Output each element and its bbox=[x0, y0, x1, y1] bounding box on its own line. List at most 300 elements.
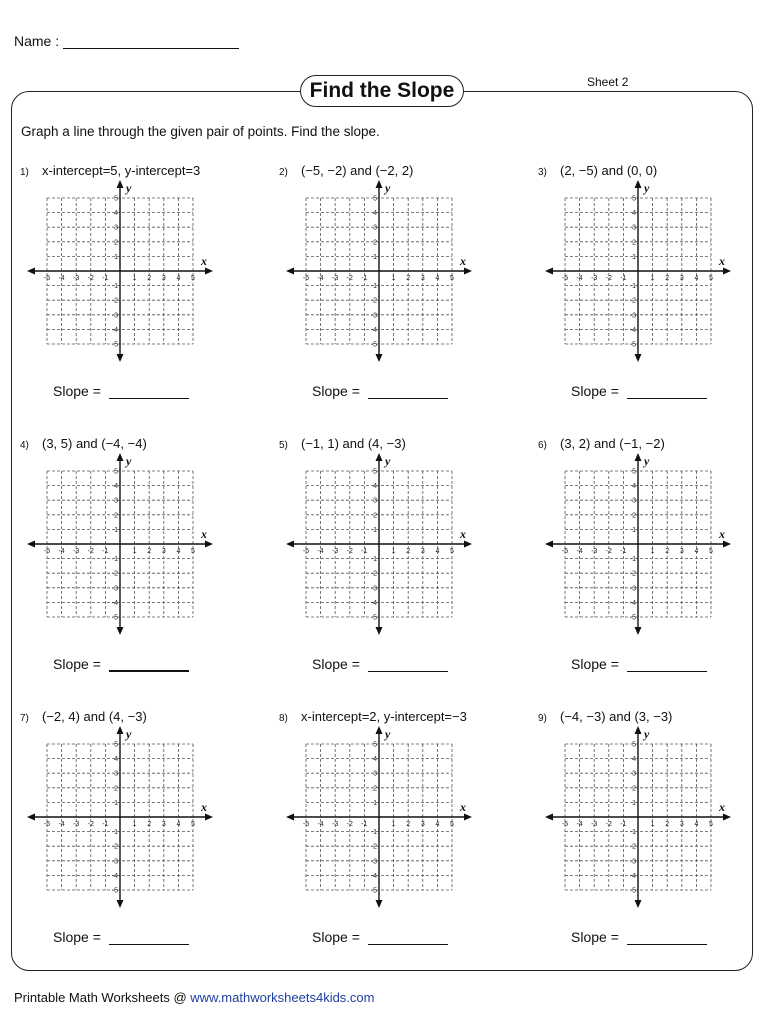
y-tick-label: -2 bbox=[629, 297, 636, 305]
x-tick-label: 4 bbox=[694, 821, 699, 828]
y-tick-label: 2 bbox=[114, 512, 118, 520]
x-axis-left-arrow-icon bbox=[286, 814, 294, 821]
x-tick-label: 5 bbox=[709, 548, 713, 555]
x-tick-label: -2 bbox=[87, 821, 94, 828]
x-tick-label: 4 bbox=[435, 548, 440, 555]
y-tick-label: -2 bbox=[629, 843, 636, 851]
x-tick-label: -2 bbox=[87, 548, 94, 555]
x-tick-label: 1 bbox=[391, 275, 396, 282]
x-tick-label: 1 bbox=[650, 821, 655, 828]
y-tick-label: 1 bbox=[114, 253, 118, 261]
x-tick-label: 4 bbox=[694, 548, 699, 555]
x-tick-label: -3 bbox=[332, 821, 339, 828]
y-tick-label: -2 bbox=[629, 570, 636, 578]
coordinate-grid[interactable] bbox=[20, 729, 220, 914]
y-tick-label: -1 bbox=[370, 556, 377, 564]
slope-answer-blank[interactable] bbox=[109, 930, 189, 945]
x-tick-label: -3 bbox=[591, 275, 598, 282]
problem-heading bbox=[279, 436, 406, 451]
coordinate-grid[interactable] bbox=[20, 456, 220, 641]
y-tick-label: 3 bbox=[632, 770, 636, 778]
x-tick-label: 2 bbox=[406, 275, 411, 282]
x-axis-label: x bbox=[201, 254, 207, 268]
slope-answer-row bbox=[312, 383, 448, 399]
y-tick-label: 4 bbox=[373, 483, 377, 491]
y-tick-label: 4 bbox=[114, 756, 118, 764]
y-tick-label: -4 bbox=[629, 326, 636, 334]
x-tick-label: -2 bbox=[346, 548, 353, 555]
x-tick-label: -5 bbox=[43, 821, 51, 828]
y-tick-label: -4 bbox=[370, 872, 377, 880]
y-tick-label: 2 bbox=[373, 785, 377, 793]
x-tick-label: -1 bbox=[620, 548, 627, 555]
y-tick-label: 2 bbox=[114, 785, 118, 793]
y-tick-label: -4 bbox=[111, 599, 118, 607]
problem-number: 3) bbox=[538, 167, 547, 178]
coordinate-grid[interactable] bbox=[279, 729, 479, 914]
y-tick-label: -3 bbox=[111, 585, 118, 593]
y-tick-label: -2 bbox=[111, 297, 118, 305]
y-tick-label: -3 bbox=[629, 585, 636, 593]
x-axis-right-arrow-icon bbox=[464, 814, 472, 821]
slope-answer-blank[interactable] bbox=[627, 384, 707, 399]
y-tick-label: 5 bbox=[373, 195, 377, 203]
x-tick-label: -5 bbox=[43, 548, 51, 555]
y-tick-label: -2 bbox=[111, 843, 118, 851]
x-tick-label: -1 bbox=[102, 821, 109, 828]
x-axis-label: x bbox=[201, 800, 207, 814]
y-tick-label: 4 bbox=[632, 210, 636, 218]
problem-9 bbox=[538, 709, 768, 959]
x-tick-label: 1 bbox=[132, 275, 137, 282]
y-axis-up-arrow-icon bbox=[376, 180, 383, 188]
slope-answer-row bbox=[53, 656, 189, 672]
problem-number: 1) bbox=[20, 167, 29, 178]
y-tick-label: 5 bbox=[114, 468, 118, 476]
footer-link[interactable]: www.mathworksheets4kids.com bbox=[190, 990, 375, 1005]
x-tick-label: 1 bbox=[650, 548, 655, 555]
y-tick-label: 1 bbox=[373, 253, 377, 261]
y-tick-label: -5 bbox=[111, 887, 118, 895]
x-tick-label: 1 bbox=[391, 821, 396, 828]
y-axis-down-arrow-icon bbox=[635, 354, 642, 362]
name-label: Name : bbox=[14, 33, 60, 49]
x-tick-label: -5 bbox=[561, 275, 569, 282]
coordinate-grid[interactable] bbox=[538, 456, 738, 641]
y-tick-label: 5 bbox=[632, 741, 636, 749]
problem-heading bbox=[20, 709, 147, 724]
x-axis-right-arrow-icon bbox=[723, 541, 731, 548]
x-axis-right-arrow-icon bbox=[205, 268, 213, 275]
x-axis-right-arrow-icon bbox=[723, 268, 731, 275]
y-tick-label: -3 bbox=[629, 858, 636, 866]
name-field-row bbox=[14, 33, 239, 49]
slope-answer-row bbox=[571, 929, 707, 945]
x-axis-right-arrow-icon bbox=[205, 541, 213, 548]
x-axis-left-arrow-icon bbox=[27, 268, 35, 275]
x-tick-label: -5 bbox=[561, 821, 569, 828]
slope-answer-blank[interactable] bbox=[627, 930, 707, 945]
problem-heading bbox=[538, 709, 672, 724]
x-tick-label: -5 bbox=[561, 548, 569, 555]
problem-5 bbox=[279, 436, 519, 686]
x-axis-right-arrow-icon bbox=[205, 814, 213, 821]
y-tick-label: -4 bbox=[111, 326, 118, 334]
y-axis-up-arrow-icon bbox=[635, 180, 642, 188]
x-tick-label: 2 bbox=[406, 821, 411, 828]
y-tick-label: 2 bbox=[632, 239, 636, 247]
y-axis-up-arrow-icon bbox=[117, 180, 124, 188]
x-tick-label: 3 bbox=[679, 548, 684, 555]
y-axis-label: y bbox=[126, 181, 132, 195]
y-tick-label: 3 bbox=[373, 497, 377, 505]
y-tick-label: -3 bbox=[629, 312, 636, 320]
x-tick-label: 3 bbox=[161, 821, 166, 828]
y-tick-label: 3 bbox=[114, 224, 118, 232]
x-tick-label: 1 bbox=[391, 548, 396, 555]
slope-label: Slope = bbox=[571, 656, 619, 672]
x-tick-label: -5 bbox=[302, 548, 310, 555]
y-axis-up-arrow-icon bbox=[117, 453, 124, 461]
y-axis-down-arrow-icon bbox=[117, 627, 124, 635]
y-tick-label: 4 bbox=[114, 483, 118, 491]
y-tick-label: 2 bbox=[632, 512, 636, 520]
problem-number: 9) bbox=[538, 713, 547, 724]
x-tick-label: -2 bbox=[605, 275, 612, 282]
y-tick-label: -2 bbox=[111, 570, 118, 578]
problem-text: (−5, −2) and (−2, 2) bbox=[301, 163, 414, 178]
x-tick-label: -5 bbox=[302, 275, 310, 282]
y-tick-label: -5 bbox=[629, 614, 636, 622]
problem-number: 2) bbox=[279, 167, 288, 178]
slope-answer-row bbox=[571, 383, 707, 399]
x-tick-label: 1 bbox=[132, 548, 137, 555]
x-axis-left-arrow-icon bbox=[286, 541, 294, 548]
y-tick-label: 3 bbox=[114, 770, 118, 778]
problem-heading bbox=[279, 709, 467, 724]
y-tick-label: -1 bbox=[370, 829, 377, 837]
problem-text: (3, 2) and (−1, −2) bbox=[560, 436, 665, 451]
y-tick-label: 5 bbox=[373, 468, 377, 476]
x-tick-label: -1 bbox=[102, 275, 109, 282]
y-tick-label: 1 bbox=[632, 253, 636, 261]
slope-label: Slope = bbox=[312, 929, 360, 945]
x-tick-label: 2 bbox=[147, 548, 152, 555]
problem-number: 4) bbox=[20, 440, 29, 451]
y-axis-label: y bbox=[126, 727, 132, 741]
y-tick-label: -1 bbox=[111, 283, 118, 291]
slope-answer-blank[interactable] bbox=[109, 384, 189, 399]
y-axis-label: y bbox=[385, 727, 391, 741]
y-tick-label: 3 bbox=[632, 497, 636, 505]
x-tick-label: -1 bbox=[361, 548, 368, 555]
y-tick-label: -3 bbox=[111, 312, 118, 320]
y-axis-label: y bbox=[385, 181, 391, 195]
problem-text: (2, −5) and (0, 0) bbox=[560, 163, 658, 178]
coordinate-grid[interactable] bbox=[538, 729, 738, 914]
x-axis-label: x bbox=[460, 800, 466, 814]
y-tick-label: 3 bbox=[632, 224, 636, 232]
y-tick-label: -3 bbox=[370, 312, 377, 320]
y-tick-label: -4 bbox=[629, 599, 636, 607]
y-axis-down-arrow-icon bbox=[117, 900, 124, 908]
x-tick-label: 3 bbox=[161, 548, 166, 555]
x-tick-label: 3 bbox=[679, 821, 684, 828]
y-tick-label: -5 bbox=[111, 614, 118, 622]
y-tick-label: -3 bbox=[111, 858, 118, 866]
x-axis-left-arrow-icon bbox=[286, 268, 294, 275]
slope-label: Slope = bbox=[571, 383, 619, 399]
y-axis-up-arrow-icon bbox=[376, 726, 383, 734]
y-axis-down-arrow-icon bbox=[376, 627, 383, 635]
y-tick-label: -1 bbox=[629, 283, 636, 291]
y-tick-label: 4 bbox=[373, 756, 377, 764]
problem-text: (−4, −3) and (3, −3) bbox=[560, 709, 673, 724]
x-tick-label: -5 bbox=[43, 275, 51, 282]
problem-number: 8) bbox=[279, 713, 288, 724]
coordinate-grid[interactable] bbox=[20, 183, 220, 368]
slope-answer-blank[interactable] bbox=[368, 930, 448, 945]
y-axis-up-arrow-icon bbox=[635, 726, 642, 734]
x-tick-label: 5 bbox=[709, 821, 713, 828]
problem-heading bbox=[20, 163, 200, 178]
y-axis-label: y bbox=[644, 727, 650, 741]
y-tick-label: 2 bbox=[632, 785, 636, 793]
x-axis-left-arrow-icon bbox=[545, 814, 553, 821]
y-axis-label: y bbox=[385, 454, 391, 468]
x-tick-label: -4 bbox=[317, 548, 324, 555]
y-tick-label: -5 bbox=[370, 887, 377, 895]
x-tick-label: -2 bbox=[87, 275, 94, 282]
slope-answer-row bbox=[312, 929, 448, 945]
x-tick-label: 4 bbox=[694, 275, 699, 282]
x-tick-label: 5 bbox=[709, 275, 713, 282]
x-tick-label: -4 bbox=[317, 821, 324, 828]
slope-label: Slope = bbox=[53, 929, 101, 945]
x-tick-label: 2 bbox=[665, 821, 670, 828]
x-tick-label: -4 bbox=[58, 275, 65, 282]
y-tick-label: -3 bbox=[370, 858, 377, 866]
y-tick-label: 5 bbox=[373, 741, 377, 749]
coordinate-grid[interactable] bbox=[538, 183, 738, 368]
y-tick-label: 1 bbox=[114, 526, 118, 534]
x-axis-left-arrow-icon bbox=[545, 268, 553, 275]
x-tick-label: -3 bbox=[73, 821, 80, 828]
y-tick-label: -2 bbox=[370, 297, 377, 305]
slope-answer-row bbox=[53, 383, 189, 399]
x-tick-label: -3 bbox=[73, 548, 80, 555]
slope-answer-row bbox=[53, 929, 189, 945]
problem-number: 6) bbox=[538, 440, 547, 451]
y-axis-down-arrow-icon bbox=[635, 627, 642, 635]
x-tick-label: 3 bbox=[420, 548, 425, 555]
slope-answer-blank[interactable] bbox=[368, 657, 448, 672]
x-tick-label: -4 bbox=[317, 275, 324, 282]
y-tick-label: 5 bbox=[632, 195, 636, 203]
y-axis-down-arrow-icon bbox=[376, 900, 383, 908]
problem-text: x-intercept=5, y-intercept=3 bbox=[42, 163, 201, 178]
problem-heading bbox=[279, 163, 413, 178]
x-tick-label: -4 bbox=[576, 548, 583, 555]
problem-text: (−2, 4) and (4, −3) bbox=[42, 709, 147, 724]
slope-answer-blank[interactable] bbox=[109, 656, 189, 672]
slope-label: Slope = bbox=[571, 929, 619, 945]
y-axis-up-arrow-icon bbox=[117, 726, 124, 734]
x-tick-label: 2 bbox=[406, 548, 411, 555]
x-axis-label: x bbox=[460, 527, 466, 541]
y-tick-label: 3 bbox=[373, 224, 377, 232]
problem-heading bbox=[20, 436, 147, 451]
footer bbox=[14, 990, 374, 1005]
x-axis-label: x bbox=[719, 527, 725, 541]
x-tick-label: 3 bbox=[679, 275, 684, 282]
x-tick-label: -4 bbox=[576, 275, 583, 282]
x-tick-label: 4 bbox=[176, 548, 181, 555]
x-axis-left-arrow-icon bbox=[545, 541, 553, 548]
x-tick-label: -2 bbox=[605, 821, 612, 828]
x-tick-label: -5 bbox=[302, 821, 310, 828]
x-axis-right-arrow-icon bbox=[723, 814, 731, 821]
x-tick-label: 4 bbox=[176, 821, 181, 828]
y-tick-label: -5 bbox=[370, 341, 377, 349]
x-tick-label: 4 bbox=[176, 275, 181, 282]
y-tick-label: 5 bbox=[114, 741, 118, 749]
x-axis-label: x bbox=[719, 254, 725, 268]
y-tick-label: -1 bbox=[629, 829, 636, 837]
problem-4 bbox=[20, 436, 260, 686]
problem-1 bbox=[20, 163, 260, 413]
problem-text: (−1, 1) and (4, −3) bbox=[301, 436, 406, 451]
x-tick-label: -1 bbox=[102, 548, 109, 555]
x-tick-label: 2 bbox=[147, 275, 152, 282]
problem-6 bbox=[538, 436, 768, 686]
slope-label: Slope = bbox=[312, 383, 360, 399]
x-tick-label: 3 bbox=[161, 275, 166, 282]
y-tick-label: 4 bbox=[632, 483, 636, 491]
y-tick-label: 2 bbox=[114, 239, 118, 247]
coordinate-grid[interactable] bbox=[279, 183, 479, 368]
x-tick-label: 5 bbox=[450, 548, 454, 555]
x-axis-label: x bbox=[460, 254, 466, 268]
problem-heading bbox=[538, 163, 657, 178]
y-tick-label: -1 bbox=[111, 556, 118, 564]
x-tick-label: 3 bbox=[420, 275, 425, 282]
y-tick-label: 2 bbox=[373, 239, 377, 247]
y-tick-label: -4 bbox=[629, 872, 636, 880]
y-tick-label: 3 bbox=[114, 497, 118, 505]
y-tick-label: 5 bbox=[114, 195, 118, 203]
problem-3 bbox=[538, 163, 768, 413]
y-tick-label: -1 bbox=[370, 283, 377, 291]
x-tick-label: -3 bbox=[332, 275, 339, 282]
y-tick-label: -5 bbox=[111, 341, 118, 349]
y-tick-label: 5 bbox=[632, 468, 636, 476]
worksheet-title: Find the Slope bbox=[300, 75, 464, 107]
x-axis-label: x bbox=[201, 527, 207, 541]
x-tick-label: 4 bbox=[435, 821, 440, 828]
slope-label: Slope = bbox=[53, 656, 101, 672]
x-tick-label: 1 bbox=[650, 275, 655, 282]
problem-text: (3, 5) and (−4, −4) bbox=[42, 436, 147, 451]
name-blank[interactable] bbox=[63, 33, 239, 49]
problem-8 bbox=[279, 709, 519, 959]
slope-label: Slope = bbox=[312, 656, 360, 672]
y-axis-label: y bbox=[644, 181, 650, 195]
x-tick-label: -4 bbox=[576, 821, 583, 828]
x-tick-label: -1 bbox=[361, 275, 368, 282]
x-tick-label: -1 bbox=[361, 821, 368, 828]
y-axis-down-arrow-icon bbox=[635, 900, 642, 908]
y-tick-label: 2 bbox=[373, 512, 377, 520]
problem-number: 7) bbox=[20, 713, 29, 724]
x-tick-label: -1 bbox=[620, 275, 627, 282]
y-tick-label: 1 bbox=[632, 526, 636, 534]
x-axis-label: x bbox=[719, 800, 725, 814]
y-tick-label: 3 bbox=[373, 770, 377, 778]
y-axis-down-arrow-icon bbox=[117, 354, 124, 362]
x-axis-right-arrow-icon bbox=[464, 541, 472, 548]
x-tick-label: -3 bbox=[591, 548, 598, 555]
problem-heading bbox=[538, 436, 665, 451]
slope-answer-blank[interactable] bbox=[627, 657, 707, 672]
y-axis-label: y bbox=[644, 454, 650, 468]
x-axis-left-arrow-icon bbox=[27, 814, 35, 821]
x-tick-label: 5 bbox=[191, 275, 195, 282]
slope-answer-row bbox=[571, 656, 707, 672]
x-tick-label: 5 bbox=[191, 548, 195, 555]
x-tick-label: -3 bbox=[591, 821, 598, 828]
x-tick-label: -2 bbox=[346, 821, 353, 828]
x-tick-label: 2 bbox=[147, 821, 152, 828]
y-tick-label: 4 bbox=[632, 756, 636, 764]
x-tick-label: -1 bbox=[620, 821, 627, 828]
y-tick-label: -4 bbox=[370, 326, 377, 334]
y-axis-label: y bbox=[126, 454, 132, 468]
y-axis-down-arrow-icon bbox=[376, 354, 383, 362]
x-tick-label: -2 bbox=[605, 548, 612, 555]
x-tick-label: 5 bbox=[191, 821, 195, 828]
y-tick-label: -2 bbox=[370, 570, 377, 578]
sheet-number: Sheet 2 bbox=[587, 75, 629, 89]
slope-answer-blank[interactable] bbox=[368, 384, 448, 399]
y-tick-label: -5 bbox=[370, 614, 377, 622]
x-tick-label: -3 bbox=[332, 548, 339, 555]
y-tick-label: 4 bbox=[373, 210, 377, 218]
problem-7 bbox=[20, 709, 260, 959]
x-tick-label: 1 bbox=[132, 821, 137, 828]
problem-2 bbox=[279, 163, 519, 413]
x-tick-label: -2 bbox=[346, 275, 353, 282]
x-axis-right-arrow-icon bbox=[464, 268, 472, 275]
y-tick-label: 1 bbox=[373, 526, 377, 534]
slope-answer-row bbox=[312, 656, 448, 672]
y-tick-label: -1 bbox=[629, 556, 636, 564]
y-axis-up-arrow-icon bbox=[635, 453, 642, 461]
y-tick-label: -5 bbox=[629, 887, 636, 895]
y-tick-label: -5 bbox=[629, 341, 636, 349]
y-tick-label: -2 bbox=[370, 843, 377, 851]
x-tick-label: 2 bbox=[665, 275, 670, 282]
y-tick-label: -4 bbox=[370, 599, 377, 607]
problem-number: 5) bbox=[279, 440, 288, 451]
x-tick-label: 2 bbox=[665, 548, 670, 555]
problem-text: x-intercept=2, y-intercept=−3 bbox=[301, 709, 467, 724]
coordinate-grid[interactable] bbox=[279, 456, 479, 641]
x-tick-label: 5 bbox=[450, 821, 454, 828]
x-tick-label: -3 bbox=[73, 275, 80, 282]
y-tick-label: -1 bbox=[111, 829, 118, 837]
y-tick-label: 1 bbox=[114, 799, 118, 807]
